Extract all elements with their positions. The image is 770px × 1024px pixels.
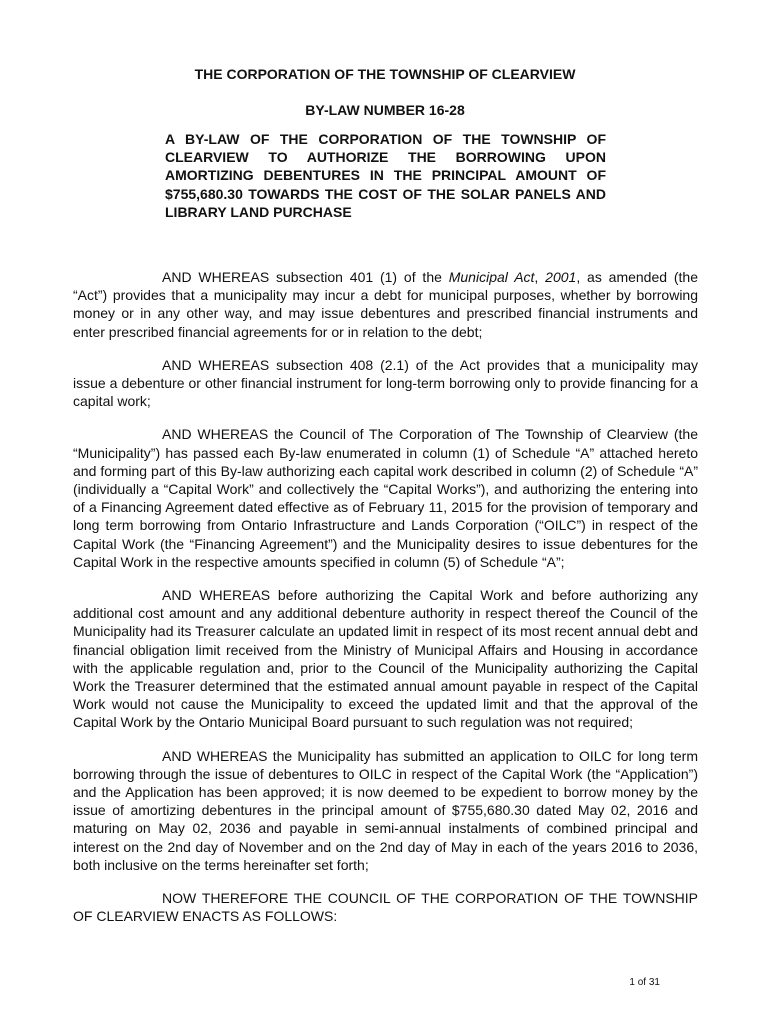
- document-body: [73, 268, 698, 926]
- paragraph-oilc-application: AND WHEREAS the Municipality has submitted an application to OILC for long term borrowing through the issue of debentures to OILC in respect of the Capital Work (the “Application”) and the Application has been approved; it is now deemed to be expedient to borrow money by the issue of amortizing debentures in the principal amount of $755,680.30 dated May 02, 2016 and maturing on May 02, 2036 and payable in semi-annual instalments of combined principal and interest on the 2nd day of November and on the 2nd day of May in each of the years 2016 to 2036, both inclusive on the terms hereinafter set forth;: [73, 747, 698, 873]
- paragraph-text: ,: [534, 269, 546, 285]
- corporation-title: THE CORPORATION OF THE TOWNSHIP OF CLEARVIEW: [194, 66, 576, 82]
- paragraph-subsection-408: AND WHEREAS subsection 408 (2.1) of the Act provides that a municipality may issue a debenture or other financial instrument for long-term borrowing only to provide financing for a capital work;: [73, 356, 698, 410]
- paragraph-text: AND WHEREAS subsection 401 (1) of the: [162, 269, 449, 285]
- act-name: Municipal Act: [448, 269, 535, 285]
- page-number: 1 of 31: [629, 977, 660, 988]
- paragraph-treasurer-limit: AND WHEREAS before authorizing the Capital Work and before authorizing any additional cost amount and any additional debenture authority in respect thereof the Council of the Municipality had its Treasurer calculate an updated limit in respect of its most recent annual debt and financial obligation limit received from the Ministry of Municipal Affairs and Housing in accordance with the applicable regulation and, prior to the Council of the Municipality authorizing the Capital Work the Treasurer determined that the estimated annual amount payable in respect of the Capital Work would not cause the Municipality to exceed the updated limit and that the approval of the Capital Work by the Ontario Municipal Board pursuant to such regulation was not required;: [73, 587, 698, 731]
- bylaw-heading: A BY-LAW OF THE CORPORATION OF THE TOWNSHIP OF CLEARVIEW TO AUTHORIZE THE BORROWING UPON AMORTIZING DEBENTURES IN THE PRINCIPAL AMOUNT OF $755,680.30 TOWARDS THE COST OF THE SOLAR PANELS AND LIBRARY LAND PURCHASE: [165, 131, 606, 220]
- paragraph-council-bylaws: AND WHEREAS the Council of The Corporation of The Township of Clearview (the “Municipality”) has passed each By-law enumerated in column (1) of Schedule “A” attached hereto and forming part of this By-law authorizing each capital work described in column (2) of Schedule “A” (individually a “Capital Work” and collectively the “Capital Works”), and authorizing the entering into of a Financing Agreement dated effective as of February 11, 2015 for the provision of temporary and long term borrowing from Ontario Infrastructure and Lands Corporation (“OILC”) in respect of the Capital Work (the “Financing Agreement”) and the Municipality desires to issue debentures for the Capital Work in the respective amounts specified in column (5) of Schedule “A”;: [73, 426, 698, 570]
- paragraph-municipal-act: [73, 268, 698, 341]
- paragraph-enacting-clause: NOW THEREFORE THE COUNCIL OF THE CORPORATION OF THE TOWNSHIP OF CLEARVIEW ENACTS AS FOLLOWS:: [73, 890, 698, 925]
- bylaw-number: BY-LAW NUMBER 16-28: [305, 102, 465, 118]
- paragraph-text: , as amended (the “Act”) provides that a municipality may incur a debt for municipal purposes, whether by borrowing money or in any other way, and may issue debentures and prescribed financial instruments and enter prescribed financial agreements for or in relation to the debt;: [73, 269, 698, 340]
- act-year: 2001: [545, 269, 577, 285]
